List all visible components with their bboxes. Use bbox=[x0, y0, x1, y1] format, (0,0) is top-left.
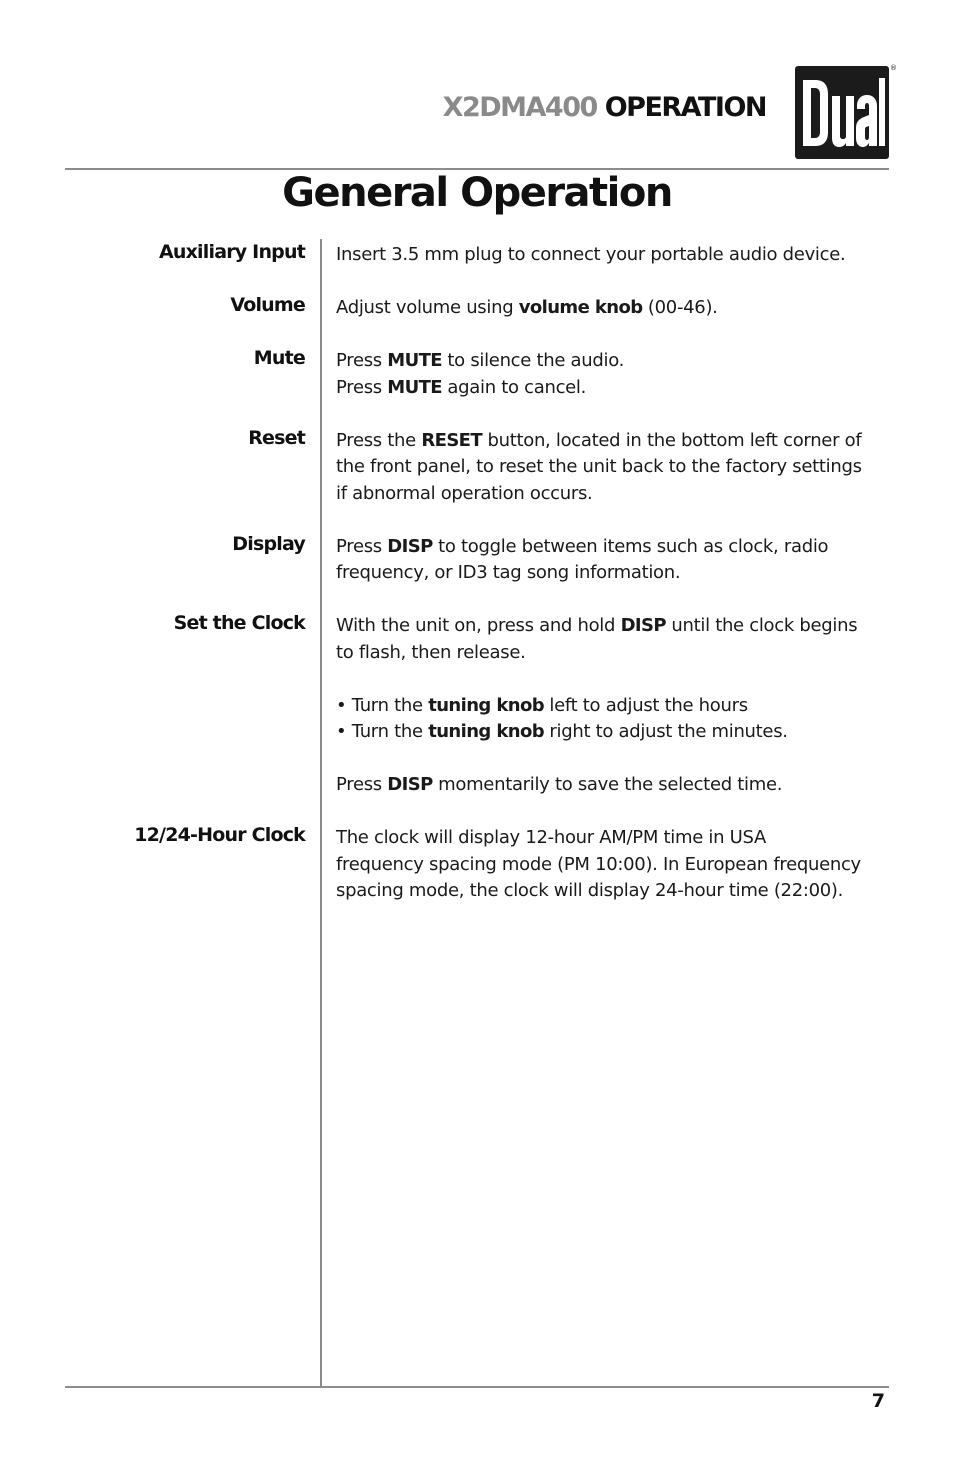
section-label: Volume bbox=[230, 294, 305, 316]
text-run: to toggle between items such as clock, radio bbox=[432, 535, 829, 557]
text-run: Press bbox=[336, 535, 388, 557]
text-run: again to cancel. bbox=[442, 376, 587, 398]
column-divider bbox=[320, 239, 322, 1387]
text-run: the front panel, to reset the unit back to the factory settings bbox=[336, 456, 862, 477]
control-name: DISP bbox=[620, 615, 666, 636]
text-run: (00-46). bbox=[642, 297, 718, 318]
section-text bbox=[336, 534, 896, 587]
section-label: Reset bbox=[248, 426, 305, 449]
header-title bbox=[443, 92, 766, 123]
text-line bbox=[336, 481, 896, 508]
section-text bbox=[336, 428, 896, 508]
text-line bbox=[336, 693, 896, 720]
text-line bbox=[336, 242, 896, 269]
text-run: button, located in the bottom left corner of bbox=[482, 429, 862, 451]
section-text bbox=[336, 825, 896, 905]
text-run: • Turn the bbox=[336, 694, 429, 716]
text-run: to flash, then release. bbox=[336, 641, 526, 663]
text-run: Press bbox=[336, 350, 388, 371]
text-run: frequency, or ID3 tag song information. bbox=[336, 562, 681, 583]
text-run: With the unit on, press and hold bbox=[336, 615, 621, 636]
text-run: to silence the audio. bbox=[442, 350, 625, 371]
text-run: momentarily to save the selected time. bbox=[432, 774, 783, 795]
text-run: • Turn the bbox=[336, 721, 429, 742]
text-line bbox=[336, 613, 896, 640]
text-run: right to adjust the minutes. bbox=[544, 721, 788, 742]
header-operation: OPERATION bbox=[604, 92, 766, 123]
section-text bbox=[336, 242, 896, 269]
section-text bbox=[336, 348, 896, 401]
text-line bbox=[336, 666, 896, 693]
page-number: 7 bbox=[871, 1390, 885, 1412]
control-name: tuning knob bbox=[428, 694, 544, 716]
text-line bbox=[336, 852, 896, 879]
text-line bbox=[336, 640, 896, 667]
registered-mark: ® bbox=[890, 64, 897, 72]
text-line bbox=[336, 719, 896, 746]
text-line bbox=[336, 746, 896, 773]
bottom-rule bbox=[65, 1386, 889, 1388]
text-line bbox=[336, 772, 896, 799]
text-line bbox=[336, 348, 896, 375]
text-run: Press bbox=[336, 376, 388, 398]
text-line bbox=[336, 454, 896, 481]
section-text bbox=[336, 295, 896, 322]
section-label: Auxiliary Input bbox=[158, 241, 305, 263]
text-run: Press the bbox=[336, 429, 422, 451]
text-run: spacing mode, the clock will display 24-hour time (22:00). bbox=[336, 880, 844, 901]
text-line bbox=[336, 560, 896, 587]
control-name: RESET bbox=[421, 429, 483, 451]
control-name: tuning knob bbox=[428, 721, 544, 742]
text-line bbox=[336, 295, 896, 322]
control-name: DISP bbox=[387, 774, 433, 795]
text-line bbox=[336, 534, 896, 561]
text-line bbox=[336, 428, 896, 455]
model-name: X2DMA400 bbox=[442, 92, 597, 123]
text-run: until the clock begins bbox=[665, 615, 858, 636]
control-name: DISP bbox=[387, 535, 433, 557]
text-run: frequency spacing mode (PM 10:00). In European frequency bbox=[336, 853, 861, 875]
text-run: Insert 3.5 mm plug to connect your portable audio device. bbox=[336, 244, 846, 265]
section-text bbox=[336, 613, 896, 799]
section-label: Mute bbox=[253, 347, 305, 369]
text-run: Adjust volume using bbox=[336, 297, 519, 318]
text-run: The clock will display 12-hour AM/PM time in USA bbox=[336, 827, 766, 848]
section-label: Set the Clock bbox=[173, 612, 305, 634]
text-run: Press bbox=[336, 774, 388, 795]
control-name: MUTE bbox=[387, 376, 442, 398]
control-name: MUTE bbox=[387, 350, 442, 371]
text-run: if abnormal operation occurs. bbox=[336, 482, 593, 504]
section-label: 12/24-Hour Clock bbox=[134, 824, 305, 846]
page-title: General Operation bbox=[282, 170, 672, 216]
control-name: volume knob bbox=[518, 297, 643, 318]
dual-logo bbox=[795, 66, 889, 159]
text-line bbox=[336, 825, 896, 852]
text-run: left to adjust the hours bbox=[544, 694, 748, 716]
section-label: Display bbox=[232, 532, 305, 555]
text-line bbox=[336, 375, 896, 402]
text-line bbox=[336, 878, 896, 905]
